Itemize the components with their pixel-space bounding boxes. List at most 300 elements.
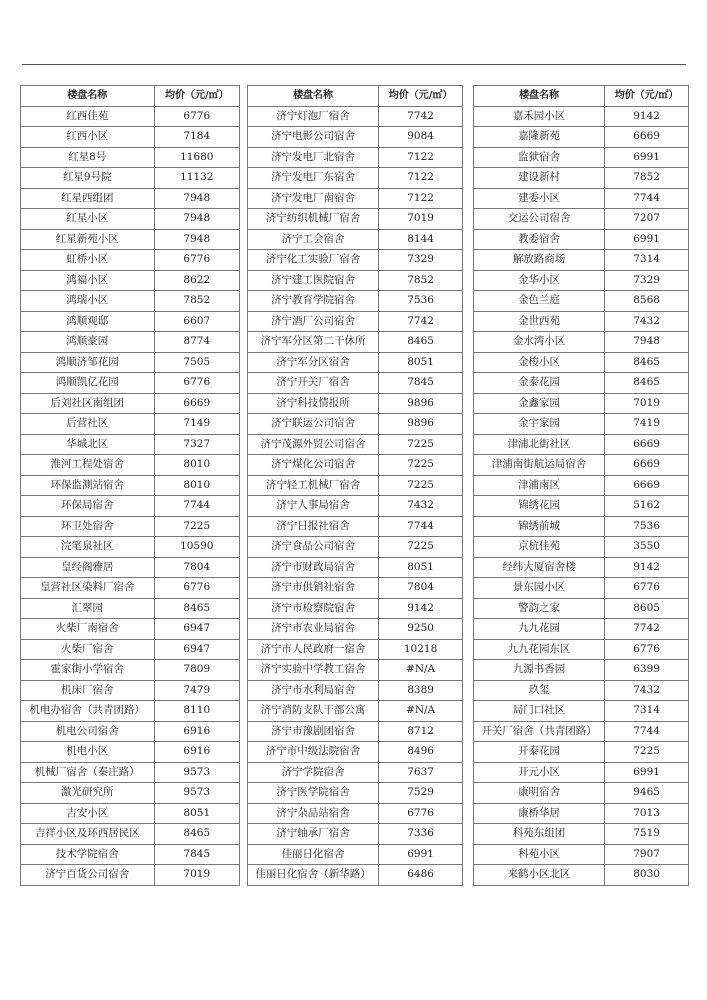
average-price: 7432 xyxy=(605,311,689,332)
average-price: 6776 xyxy=(605,578,689,599)
property-name: 济宁化工实验厂宿舍 xyxy=(248,250,379,271)
property-name: 开泰花园 xyxy=(474,742,605,763)
average-price: 7744 xyxy=(379,516,463,537)
table-row xyxy=(474,516,689,537)
property-name: 津浦南街航运局宿舍 xyxy=(474,455,605,476)
table-row xyxy=(21,762,240,783)
header-row xyxy=(21,86,240,107)
average-price: 6776 xyxy=(379,803,463,824)
average-price: 8465 xyxy=(154,598,239,619)
average-price: 7225 xyxy=(379,455,463,476)
table-row xyxy=(474,373,689,394)
average-price: 7019 xyxy=(154,865,239,886)
average-price: 8496 xyxy=(379,742,463,763)
table-row xyxy=(248,106,463,127)
table-row xyxy=(21,393,240,414)
table-row xyxy=(248,168,463,189)
average-price: 11680 xyxy=(154,147,239,168)
table-row xyxy=(21,639,240,660)
property-name: 九九花园东区 xyxy=(474,639,605,660)
average-price: 7852 xyxy=(379,270,463,291)
average-price: 6669 xyxy=(605,475,689,496)
price-table-2 xyxy=(247,85,463,886)
average-price: 8051 xyxy=(379,557,463,578)
average-price: 7804 xyxy=(379,578,463,599)
table-row xyxy=(248,824,463,845)
property-name: 建设新村 xyxy=(474,168,605,189)
average-price: 7845 xyxy=(154,844,239,865)
table-row xyxy=(21,803,240,824)
property-name: 警韵之家 xyxy=(474,598,605,619)
table-row xyxy=(21,680,240,701)
table-row xyxy=(21,168,240,189)
property-name: 济宁杂品站宿舍 xyxy=(248,803,379,824)
average-price: 9142 xyxy=(605,557,689,578)
property-name: 济宁市农业局宿舍 xyxy=(248,619,379,640)
average-price: 7852 xyxy=(605,168,689,189)
property-name: 经纬大厦宿舍楼 xyxy=(474,557,605,578)
average-price: 7637 xyxy=(379,762,463,783)
property-name: 浣笔泉社区 xyxy=(21,537,155,558)
average-price: 9142 xyxy=(379,598,463,619)
table-row xyxy=(248,516,463,537)
table-row xyxy=(248,373,463,394)
average-price: 7329 xyxy=(605,270,689,291)
property-name: 机械厂宿舍（秦庄路） xyxy=(21,762,155,783)
property-name: 环卫处宿舍 xyxy=(21,516,155,537)
average-price: 9084 xyxy=(379,127,463,148)
property-name: 鸿顺观邸 xyxy=(21,311,155,332)
table-row xyxy=(474,291,689,312)
header-price: 均价（元/㎡） xyxy=(605,86,689,107)
table-row xyxy=(248,475,463,496)
header-price: 均价（元/㎡） xyxy=(379,86,463,107)
property-name: 济宁酒厂公司宿舍 xyxy=(248,311,379,332)
property-name: 济宁市检察院宿舍 xyxy=(248,598,379,619)
table-row xyxy=(474,209,689,230)
property-name: 红星西组团 xyxy=(21,188,155,209)
average-price: 10218 xyxy=(379,639,463,660)
property-name: 环保局宿舍 xyxy=(21,496,155,517)
table-row xyxy=(248,557,463,578)
table-row xyxy=(474,680,689,701)
property-name: 鸿福小区 xyxy=(21,270,155,291)
property-name: 金泰花园 xyxy=(474,373,605,394)
table-row xyxy=(248,188,463,209)
average-price: 7013 xyxy=(605,803,689,824)
property-name: 济宁发电厂北宿舍 xyxy=(248,147,379,168)
property-name: 济宁市水利局宿舍 xyxy=(248,680,379,701)
table-row xyxy=(21,106,240,127)
property-name: 济宁市财政局宿舍 xyxy=(248,557,379,578)
table-row xyxy=(248,434,463,455)
average-price: 8465 xyxy=(379,332,463,353)
table-row xyxy=(21,250,240,271)
property-name: 火柴厂南宿舍 xyxy=(21,619,155,640)
average-price: 7744 xyxy=(154,496,239,517)
property-name: 济宁人事局宿舍 xyxy=(248,496,379,517)
property-name: 济宁轻工机械厂宿舍 xyxy=(248,475,379,496)
property-name: 景东园小区 xyxy=(474,578,605,599)
property-name: 火柴厂宿舍 xyxy=(21,639,155,660)
average-price: 7907 xyxy=(605,844,689,865)
table-row xyxy=(21,229,240,250)
average-price: 7744 xyxy=(605,721,689,742)
average-price: 6991 xyxy=(379,844,463,865)
average-price: 6776 xyxy=(605,639,689,660)
table-row xyxy=(474,332,689,353)
table-row xyxy=(474,721,689,742)
table-row xyxy=(21,311,240,332)
average-price: 9250 xyxy=(379,619,463,640)
property-name: 淮河工程处宿舍 xyxy=(21,455,155,476)
header-name: 楼盘名称 xyxy=(248,86,379,107)
table-row xyxy=(21,865,240,886)
table-row xyxy=(474,619,689,640)
table-row xyxy=(248,537,463,558)
average-price: #N/A xyxy=(379,701,463,722)
average-price: 7505 xyxy=(154,352,239,373)
property-name: 九九花园 xyxy=(474,619,605,640)
property-name: 济宁实验中学教工宿舍 xyxy=(248,660,379,681)
property-name: 济宁市豫剧团宿舍 xyxy=(248,721,379,742)
property-name: 鸿顺凯亿花园 xyxy=(21,373,155,394)
table-row xyxy=(474,147,689,168)
table-row xyxy=(248,598,463,619)
table-row xyxy=(248,352,463,373)
property-name: 科苑小区 xyxy=(474,844,605,865)
property-name: 济宁茂源外贸公司宿舍 xyxy=(248,434,379,455)
table-row xyxy=(248,783,463,804)
property-name: 监狱宿舍 xyxy=(474,147,605,168)
table-row xyxy=(248,270,463,291)
table-row xyxy=(248,209,463,230)
property-name: 教委宿舍 xyxy=(474,229,605,250)
table-row xyxy=(474,106,689,127)
property-name: 济宁市供销社宿舍 xyxy=(248,578,379,599)
property-name: 后营社区 xyxy=(21,414,155,435)
average-price: 8622 xyxy=(154,270,239,291)
table-row xyxy=(21,270,240,291)
average-price: 6916 xyxy=(154,742,239,763)
property-name: 济宁建工医院宿舍 xyxy=(248,270,379,291)
property-name: 济宁发电厂南宿舍 xyxy=(248,188,379,209)
property-name: 锦绣花园 xyxy=(474,496,605,517)
average-price: 6486 xyxy=(379,865,463,886)
table-row xyxy=(248,250,463,271)
average-price: 7845 xyxy=(379,373,463,394)
table-row xyxy=(248,742,463,763)
average-price: 6991 xyxy=(605,762,689,783)
average-price: 7327 xyxy=(154,434,239,455)
average-price: 7742 xyxy=(379,106,463,127)
average-price: 7804 xyxy=(154,557,239,578)
average-price: 7948 xyxy=(605,332,689,353)
table-row xyxy=(474,311,689,332)
average-price: 6399 xyxy=(605,660,689,681)
average-price: 7419 xyxy=(605,414,689,435)
table-row xyxy=(21,434,240,455)
table-row xyxy=(474,475,689,496)
property-name: 济宁医学院宿舍 xyxy=(248,783,379,804)
table-row xyxy=(248,762,463,783)
table-row xyxy=(474,352,689,373)
property-name: 锦绣前城 xyxy=(474,516,605,537)
average-price: 7852 xyxy=(154,291,239,312)
price-table-3 xyxy=(473,85,689,886)
table-row xyxy=(474,414,689,435)
average-price: 8010 xyxy=(154,455,239,476)
table-row xyxy=(474,127,689,148)
top-rule xyxy=(22,64,686,65)
average-price: 9896 xyxy=(379,393,463,414)
table-row xyxy=(248,414,463,435)
property-name: 济宁科技情报所 xyxy=(248,393,379,414)
table-row xyxy=(21,721,240,742)
average-price: 7207 xyxy=(605,209,689,230)
table-row xyxy=(474,229,689,250)
table-row xyxy=(21,332,240,353)
property-name: 技术学院宿舍 xyxy=(21,844,155,865)
average-price: 7225 xyxy=(605,742,689,763)
property-name: 红星新苑小区 xyxy=(21,229,155,250)
table-row xyxy=(474,188,689,209)
property-name: 济宁灯泡厂宿舍 xyxy=(248,106,379,127)
average-price: 6776 xyxy=(154,578,239,599)
property-name: 解放路商场 xyxy=(474,250,605,271)
table-row xyxy=(248,660,463,681)
property-name: 吉祥小区及环西居民区 xyxy=(21,824,155,845)
average-price: 8712 xyxy=(379,721,463,742)
table-row xyxy=(474,578,689,599)
property-name: 佳丽日化宿舍（新华路） xyxy=(248,865,379,886)
average-price: 6947 xyxy=(154,639,239,660)
property-name: 鸿瑞小区 xyxy=(21,291,155,312)
table-row xyxy=(248,332,463,353)
property-name: 金华小区 xyxy=(474,270,605,291)
property-name: 嘉禾园小区 xyxy=(474,106,605,127)
property-name: 金世西苑 xyxy=(474,311,605,332)
table-row xyxy=(474,168,689,189)
property-name: 科苑东组团 xyxy=(474,824,605,845)
average-price: 7329 xyxy=(379,250,463,271)
table-row xyxy=(248,701,463,722)
property-name: 红西小区 xyxy=(21,127,155,148)
average-price: 7519 xyxy=(605,824,689,845)
average-price: 7432 xyxy=(379,496,463,517)
average-price: 8030 xyxy=(605,865,689,886)
table-row xyxy=(474,803,689,824)
table-row xyxy=(248,393,463,414)
table-row xyxy=(21,414,240,435)
average-price: 6669 xyxy=(605,455,689,476)
table-row xyxy=(21,557,240,578)
average-price: 8774 xyxy=(154,332,239,353)
property-name: 皇营社区染料厂宿舍 xyxy=(21,578,155,599)
average-price: 7019 xyxy=(605,393,689,414)
average-price: 7529 xyxy=(379,783,463,804)
header-row xyxy=(248,86,463,107)
property-name: 康桥华居 xyxy=(474,803,605,824)
table-row xyxy=(474,250,689,271)
average-price: 7149 xyxy=(154,414,239,435)
property-name: 九源书香园 xyxy=(474,660,605,681)
average-price: 8465 xyxy=(605,352,689,373)
table-row xyxy=(474,844,689,865)
table-row xyxy=(248,311,463,332)
average-price: 6776 xyxy=(154,250,239,271)
property-name: 济宁开关厂宿舍 xyxy=(248,373,379,394)
property-name: 济宁煤化公司宿舍 xyxy=(248,455,379,476)
property-name: 红星9号院 xyxy=(21,168,155,189)
table-row xyxy=(474,393,689,414)
property-name: 济宁电影公司宿舍 xyxy=(248,127,379,148)
average-price: #N/A xyxy=(379,660,463,681)
average-price: 8051 xyxy=(379,352,463,373)
table-row xyxy=(474,537,689,558)
table-row xyxy=(248,803,463,824)
property-name: 红西佳苑 xyxy=(21,106,155,127)
table-row xyxy=(21,844,240,865)
table-row xyxy=(21,537,240,558)
table-row xyxy=(21,127,240,148)
average-price: 7122 xyxy=(379,168,463,189)
average-price: 8051 xyxy=(154,803,239,824)
table-row xyxy=(21,619,240,640)
property-name: 吉安小区 xyxy=(21,803,155,824)
table-row xyxy=(21,209,240,230)
table-row xyxy=(474,783,689,804)
property-name: 玖玺 xyxy=(474,680,605,701)
table-row xyxy=(21,352,240,373)
table-row xyxy=(21,147,240,168)
average-price: 7948 xyxy=(154,229,239,250)
property-name: 鸿顺豪园 xyxy=(21,332,155,353)
table-row xyxy=(474,865,689,886)
property-name: 来鹤小区北区 xyxy=(474,865,605,886)
average-price: 7314 xyxy=(605,701,689,722)
average-price: 8010 xyxy=(154,475,239,496)
average-price: 7536 xyxy=(605,516,689,537)
property-name: 京杭佳苑 xyxy=(474,537,605,558)
table-row xyxy=(248,496,463,517)
average-price: 7019 xyxy=(379,209,463,230)
average-price: 7809 xyxy=(154,660,239,681)
average-price: 7225 xyxy=(379,434,463,455)
table-row xyxy=(248,127,463,148)
average-price: 7225 xyxy=(379,537,463,558)
property-name: 津浦北街社区 xyxy=(474,434,605,455)
property-name: 济宁联运公司宿舍 xyxy=(248,414,379,435)
table-row xyxy=(21,660,240,681)
table-row xyxy=(474,496,689,517)
table-row xyxy=(474,639,689,660)
property-name: 济宁市中级法院宿舍 xyxy=(248,742,379,763)
average-price: 7314 xyxy=(605,250,689,271)
property-name: 济宁教育学院宿舍 xyxy=(248,291,379,312)
average-price: 8389 xyxy=(379,680,463,701)
property-name: 金水湾小区 xyxy=(474,332,605,353)
property-name: 津浦南区 xyxy=(474,475,605,496)
table-row xyxy=(474,598,689,619)
property-name: 济宁消防支队干部公寓 xyxy=(248,701,379,722)
price-table-1 xyxy=(20,85,240,886)
property-name: 济宁纺织机械厂宿舍 xyxy=(248,209,379,230)
table-row xyxy=(474,434,689,455)
property-name: 佳丽日化宿舍 xyxy=(248,844,379,865)
property-name: 金宇家园 xyxy=(474,414,605,435)
average-price: 9896 xyxy=(379,414,463,435)
table-row xyxy=(474,455,689,476)
table-row xyxy=(248,229,463,250)
table-row xyxy=(21,373,240,394)
average-price: 6991 xyxy=(605,229,689,250)
table-row xyxy=(21,742,240,763)
property-name: 机电办宿舍（共青团路） xyxy=(21,701,155,722)
property-name: 机电小区 xyxy=(21,742,155,763)
property-name: 机电公司宿舍 xyxy=(21,721,155,742)
property-name: 华城北区 xyxy=(21,434,155,455)
average-price: 7479 xyxy=(154,680,239,701)
property-name: 局门口社区 xyxy=(474,701,605,722)
property-name: 开元小区 xyxy=(474,762,605,783)
property-name: 汇翠园 xyxy=(21,598,155,619)
table-row xyxy=(474,742,689,763)
average-price: 7184 xyxy=(154,127,239,148)
table-row xyxy=(248,844,463,865)
property-name: 金梭小区 xyxy=(474,352,605,373)
table-row xyxy=(21,783,240,804)
average-price: 7336 xyxy=(379,824,463,845)
table-row xyxy=(248,721,463,742)
property-name: 济宁食品公司宿舍 xyxy=(248,537,379,558)
table-row xyxy=(474,660,689,681)
average-price: 7432 xyxy=(605,680,689,701)
average-price: 7742 xyxy=(605,619,689,640)
table-row xyxy=(21,516,240,537)
header-row xyxy=(474,86,689,107)
average-price: 8144 xyxy=(379,229,463,250)
average-price: 8110 xyxy=(154,701,239,722)
property-name: 济宁发电厂东宿舍 xyxy=(248,168,379,189)
average-price: 9142 xyxy=(605,106,689,127)
table-row xyxy=(474,762,689,783)
average-price: 6776 xyxy=(154,373,239,394)
average-price: 10590 xyxy=(154,537,239,558)
table-row xyxy=(248,865,463,886)
property-name: 建委小区 xyxy=(474,188,605,209)
table-row xyxy=(21,598,240,619)
table-row xyxy=(248,639,463,660)
average-price: 11132 xyxy=(154,168,239,189)
table-row xyxy=(248,680,463,701)
average-price: 8605 xyxy=(605,598,689,619)
table-row xyxy=(21,455,240,476)
table-row xyxy=(474,557,689,578)
table-row xyxy=(248,291,463,312)
table-row xyxy=(21,824,240,845)
property-name: 济宁军分区宿舍 xyxy=(248,352,379,373)
average-price: 8568 xyxy=(605,291,689,312)
average-price: 6947 xyxy=(154,619,239,640)
average-price: 8465 xyxy=(605,373,689,394)
table-row xyxy=(248,619,463,640)
property-name: 济宁军分区第二干休所 xyxy=(248,332,379,353)
property-name: 济宁学院宿舍 xyxy=(248,762,379,783)
property-name: 霍家街小学宿舍 xyxy=(21,660,155,681)
table-row xyxy=(474,824,689,845)
average-price: 9573 xyxy=(154,762,239,783)
